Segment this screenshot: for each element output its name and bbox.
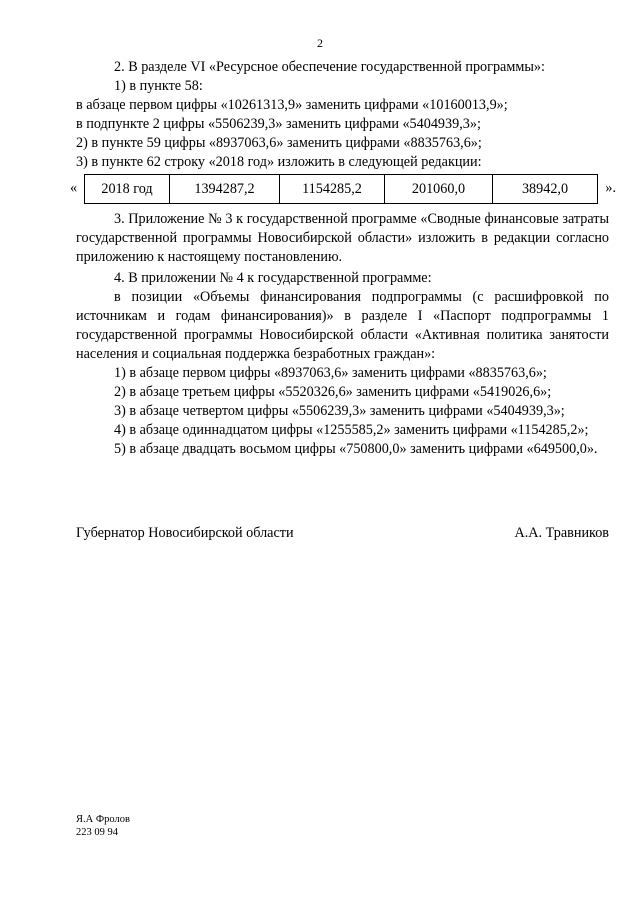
footer-contact: [76, 813, 130, 839]
footer-phone: 223 09 94: [76, 827, 118, 838]
item4-sub1: 1) в абзаце первом цифры «8937063,6» заменить цифрами «8835763,6»;: [114, 365, 547, 381]
signer-title: Губернатор Новосибирской области: [76, 525, 294, 541]
item4-sub5: 5) в абзаце двадцать восьмом цифры «750800,0» заменить цифрами «649500,0».: [114, 441, 598, 457]
section6-item-58-sub2: в подпункте 2 цифры «5506239,3» заменить цифрами «5404939,3»;: [76, 116, 481, 132]
signer-name: А.А. Травников: [514, 525, 609, 541]
table-cell-value-3: 201060,0: [385, 175, 493, 204]
values-table: [84, 174, 598, 204]
year-row-table: [70, 174, 616, 204]
footer-author: Я.А Фролов: [76, 814, 130, 825]
section6-item-58-para1: в абзаце первом цифры «10261313,9» заменить цифрами «10160013,9»;: [76, 97, 508, 113]
section6-item-59: 2) в пункте 59 цифры «8937063,6» заменить цифрами «8835763,6»;: [76, 135, 482, 151]
section6-item-58: 1) в пункте 58:: [114, 78, 203, 94]
table-cell-value-4: 38942,0: [493, 175, 598, 204]
section6-heading: 2. В разделе VI «Ресурсное обеспечение государственной программы»:: [114, 59, 545, 75]
item4-position-text: в позиции «Объемы финансирования подпрограммы (с расшифровкой по источникам и годам финансирования)» в разделе I «Паспорт подпрограммы 1 государственной программы Новосибирской области «Активная политика занятости населения и социальная поддержка безработных граждан»:: [76, 289, 609, 362]
item3-paragraph: 3. Приложение № 3 к государственной программе «Сводные финансовые затраты государственной программы Новосибирской области» изложить в редакции согласно приложению к настоящему постановлению.: [76, 211, 609, 265]
table-cell-value-2: 1154285,2: [280, 175, 385, 204]
item4-sub2: 2) в абзаце третьем цифры «5520326,6» заменить цифрами «5419026,6»;: [114, 384, 552, 400]
section6-block: [76, 58, 609, 172]
signature-block: [76, 525, 609, 545]
table-quote-open: «: [70, 180, 78, 196]
table-row: [85, 175, 598, 204]
item4-sub3: 3) в абзаце четвертом цифры «5506239,3» заменить цифрами «5404939,3»;: [114, 403, 565, 419]
table-cell-total: 1394287,2: [170, 175, 280, 204]
table-cell-year: 2018 год: [85, 175, 170, 204]
section6-item-62: 3) в пункте 62 строку «2018 год» изложить в следующей редакции:: [76, 154, 482, 170]
table-quote-close: ».: [605, 180, 616, 196]
item4-block: [76, 269, 609, 459]
item4-sub4: 4) в абзаце одиннадцатом цифры «1255585,2» заменить цифрами «1154285,2»;: [114, 422, 589, 438]
item4-heading: 4. В приложении № 4 к государственной программе:: [114, 270, 432, 286]
page-number: 2: [317, 36, 323, 50]
